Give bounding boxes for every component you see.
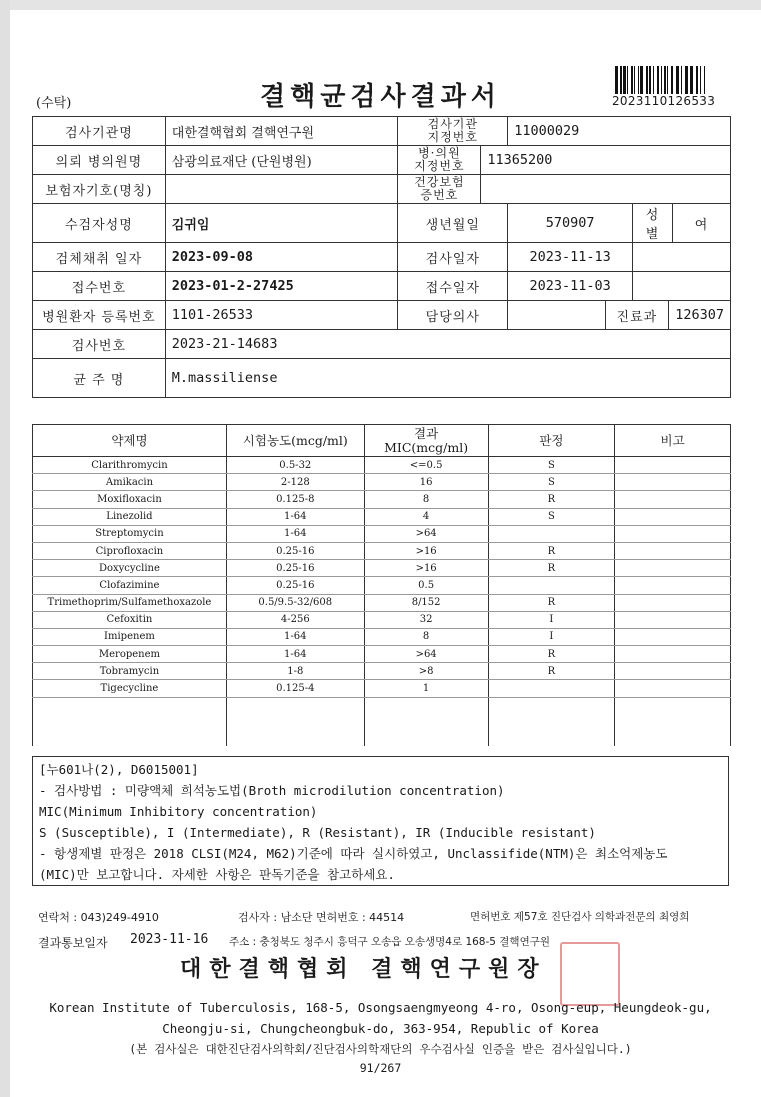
lab-code-value: 11000029 <box>508 117 731 146</box>
cell-drug: Trimethoprim/Sulfamethoxazole <box>33 594 227 611</box>
receipt-date-label: 접수일자 <box>398 272 508 301</box>
cell-range: 4-256 <box>226 611 364 628</box>
cell-range: 0.125-4 <box>226 680 364 697</box>
cell-remark <box>615 663 731 680</box>
cell-mic: >16 <box>364 560 488 577</box>
cell-range: 0.5-32 <box>226 457 364 474</box>
cell-mic: 16 <box>364 474 488 491</box>
table-row <box>33 525 731 542</box>
notify-date-label: 결과통보일자 <box>38 936 108 950</box>
cell-judge: R <box>488 491 615 508</box>
species-value: M.massiliense <box>165 359 730 398</box>
clinic-code-value: 11365200 <box>481 146 730 174</box>
barcode-number: 2023110126533 <box>612 94 716 108</box>
empty-cell <box>633 272 731 301</box>
notify-date-value: 2023-11-16 <box>130 932 209 947</box>
cell-range: 2-128 <box>226 474 364 491</box>
doctor-value <box>508 301 605 329</box>
table-row <box>33 577 731 594</box>
notes-legend: S (Susceptible), I (Intermediate), R (Resistant), IR (Inducible resistant) <box>39 825 596 840</box>
range-header: 시험농도(mcg/ml) <box>226 425 364 457</box>
blank-row <box>33 697 731 714</box>
contact-text: 연락처 : 043)249-4910 <box>38 911 159 924</box>
cell-remark <box>615 680 731 697</box>
notes-code: [누601나(2), D6015001] <box>39 762 199 777</box>
table-row <box>33 628 731 645</box>
hospital-reg-label: 병원환자 등록번호 <box>33 301 166 330</box>
receipt-type-label: (수탁) <box>36 96 72 111</box>
cell-remark <box>615 491 731 508</box>
top-margin-bar <box>0 0 761 10</box>
dob-label: 생년월일 <box>398 204 508 243</box>
notes-box <box>32 756 729 886</box>
test-no-value: 2023-21-14683 <box>165 330 730 359</box>
test-date-value: 2023-11-13 <box>508 243 633 272</box>
institute-name: 대한결핵협회 결핵연구원장 <box>180 956 547 982</box>
cell-mic: 8 <box>364 628 488 645</box>
cell-mic: >16 <box>364 542 488 559</box>
table-row <box>33 594 731 611</box>
table-row <box>33 560 731 577</box>
cell-mic: 8/152 <box>364 594 488 611</box>
cell-drug: Tigecycline <box>33 680 227 697</box>
official-seal-stamp <box>560 942 620 1006</box>
cell-range: 1-64 <box>226 646 364 663</box>
collect-date-label: 검체채취 일자 <box>33 243 166 272</box>
cell-judge: I <box>488 628 615 645</box>
cell-range: 0.25-16 <box>226 542 364 559</box>
cell-judge: R <box>488 663 615 680</box>
cell-drug: Amikacin <box>33 474 227 491</box>
cell-range: 0.5/9.5-32/608 <box>226 594 364 611</box>
examiner-text: 검사자 : 남소단 면허번호 : 44514 <box>238 911 405 924</box>
sex-label: 성별 <box>633 204 673 243</box>
dept-label: 진료과 <box>605 301 669 329</box>
address-text: 주소 : 충청북도 청주시 흥덕구 오송읍 오송생명4로 168-5 결핵연구원 <box>229 936 551 948</box>
receipt-no-label: 접수번호 <box>33 272 166 301</box>
certification-text: (본 검사실은 대한진단검사의학회/진단검사의학재단의 우수검사실 인증을 받은 검사실입니다.) <box>129 1042 632 1056</box>
doctor-label: 담당의사 <box>398 301 508 330</box>
cell-remark <box>615 577 731 594</box>
judgement-header: 판정 <box>488 425 615 457</box>
cell-drug: Ciprofloxacin <box>33 542 227 559</box>
cell-remark <box>615 457 731 474</box>
drug-header: 약제명 <box>33 425 227 457</box>
dept-value: 126307 <box>669 301 730 329</box>
health-no-label: 건강보험 증번호 <box>414 175 465 202</box>
cell-mic: 0.5 <box>364 577 488 594</box>
cell-range: 0.25-16 <box>226 577 364 594</box>
cell-range: 0.125-8 <box>226 491 364 508</box>
cell-remark <box>615 560 731 577</box>
insurance-value <box>165 175 398 204</box>
notes-mic: MIC(Minimum Inhibitory concentration) <box>39 804 318 819</box>
notes-criteria-cont: (MIC)만 보고합니다. 자세한 사항은 판독기준을 참고하세요. <box>39 867 395 882</box>
cell-remark <box>615 474 731 491</box>
notes-method: - 검사방법 : 미량액체 희석농도법(Broth microdilution concentration) <box>39 783 505 798</box>
document-title: 결핵균검사결과서 <box>260 82 501 112</box>
cell-judge: R <box>488 542 615 559</box>
cell-judge: I <box>488 611 615 628</box>
barcode-graphic <box>614 66 720 94</box>
table-row <box>33 663 731 680</box>
insurance-label: 보험자기호(명칭) <box>33 175 166 204</box>
sex-value: 여 <box>673 204 731 243</box>
collect-date-value: 2023-09-08 <box>165 243 398 272</box>
cell-drug: Moxifloxacin <box>33 491 227 508</box>
cell-drug: Imipenem <box>33 628 227 645</box>
cell-remark <box>615 628 731 645</box>
cell-mic: 1 <box>364 680 488 697</box>
cell-judge: R <box>488 560 615 577</box>
cell-mic: 8 <box>364 491 488 508</box>
clinic-code-cell <box>398 146 731 175</box>
table-row <box>33 508 731 525</box>
cell-judge <box>488 577 615 594</box>
cell-drug: Tobramycin <box>33 663 227 680</box>
cell-remark <box>615 594 731 611</box>
english-address-line1: Korean Institute of Tuberculosis, 168-5, Osongsaengmyeong 4-ro, Osong-eup, Heungdeok-gu, <box>49 1000 712 1015</box>
cell-mic: >64 <box>364 525 488 542</box>
empty-cell <box>633 243 731 272</box>
cell-judge <box>488 525 615 542</box>
result-header: 결과 MIC(mcg/ml) <box>364 425 488 457</box>
cell-judge <box>488 680 615 697</box>
patient-name-value: 김귀임 <box>165 204 398 243</box>
cell-mic: >64 <box>364 646 488 663</box>
page-number: 91/267 <box>359 1061 402 1075</box>
species-label: 균 주 명 <box>33 359 166 398</box>
cell-drug: Clarithromycin <box>33 457 227 474</box>
hospital-reg-value: 1101-26533 <box>165 301 398 330</box>
cell-drug: Meropenem <box>33 646 227 663</box>
cell-remark <box>615 525 731 542</box>
cell-remark <box>615 646 731 663</box>
health-no-cell <box>398 175 731 204</box>
cell-drug: Doxycycline <box>33 560 227 577</box>
cell-range: 1-64 <box>226 628 364 645</box>
receipt-no-value: 2023-01-2-27425 <box>165 272 398 301</box>
lab-value: 대한결핵협회 결핵연구원 <box>165 117 398 146</box>
cell-range: 1-64 <box>226 508 364 525</box>
table-row <box>33 611 731 628</box>
cell-drug: Linezolid <box>33 508 227 525</box>
cell-remark <box>615 611 731 628</box>
table-row <box>33 457 731 474</box>
clinic-code-label: 병·의원 지정번호 <box>414 146 465 173</box>
lab-label: 검사기관명 <box>33 117 166 146</box>
cell-judge: S <box>488 474 615 491</box>
left-margin-bar <box>0 0 10 1097</box>
blank-row <box>33 714 731 730</box>
cell-judge: R <box>488 594 615 611</box>
cell-range: 0.25-16 <box>226 560 364 577</box>
cell-mic: >8 <box>364 663 488 680</box>
cell-judge: S <box>488 508 615 525</box>
table-row <box>33 542 731 559</box>
clinic-value: 삼광의료재단 (단원병원) <box>165 146 398 175</box>
test-no-label: 검사번호 <box>33 330 166 359</box>
receipt-date-value: 2023-11-03 <box>508 272 633 301</box>
cell-drug: Cefoxitin <box>33 611 227 628</box>
blank-row <box>33 730 731 746</box>
health-no-value <box>481 175 730 203</box>
table-row <box>33 646 731 663</box>
cell-mic: 4 <box>364 508 488 525</box>
cell-judge: S <box>488 457 615 474</box>
cell-range: 1-64 <box>226 525 364 542</box>
cell-mic: 32 <box>364 611 488 628</box>
specialist-text: 면허번호 제57호 진단검사 의학과전문의 최영희 <box>470 911 690 923</box>
cell-judge: R <box>488 646 615 663</box>
table-row <box>33 474 731 491</box>
cell-drug: Streptomycin <box>33 525 227 542</box>
table-row <box>33 680 731 697</box>
notes-criteria: - 항생제별 판정은 2018 CLSI(M24, M62)기준에 따라 실시하였고, Unclassifide(NTM)은 최소억제농도 <box>39 846 668 861</box>
table-row <box>33 491 731 508</box>
lab-code-label: 검사기관 지정번호 <box>398 117 508 146</box>
remark-header: 비고 <box>615 425 731 457</box>
drug-susceptibility-table <box>32 424 731 746</box>
patient-info-table <box>32 116 731 398</box>
clinic-label: 의뢰 병의원명 <box>33 146 166 175</box>
doctor-dept-cell <box>508 301 731 330</box>
english-address-line2: Cheongju-si, Chungcheongbuk-do, 363-954, Republic of Korea <box>162 1021 599 1036</box>
dob-value: 570907 <box>508 204 633 243</box>
cell-mic: <=0.5 <box>364 457 488 474</box>
cell-range: 1-8 <box>226 663 364 680</box>
cell-drug: Clofazimine <box>33 577 227 594</box>
cell-remark <box>615 508 731 525</box>
patient-name-label: 수검자성명 <box>33 204 166 243</box>
test-date-label: 검사일자 <box>398 243 508 272</box>
cell-remark <box>615 542 731 559</box>
